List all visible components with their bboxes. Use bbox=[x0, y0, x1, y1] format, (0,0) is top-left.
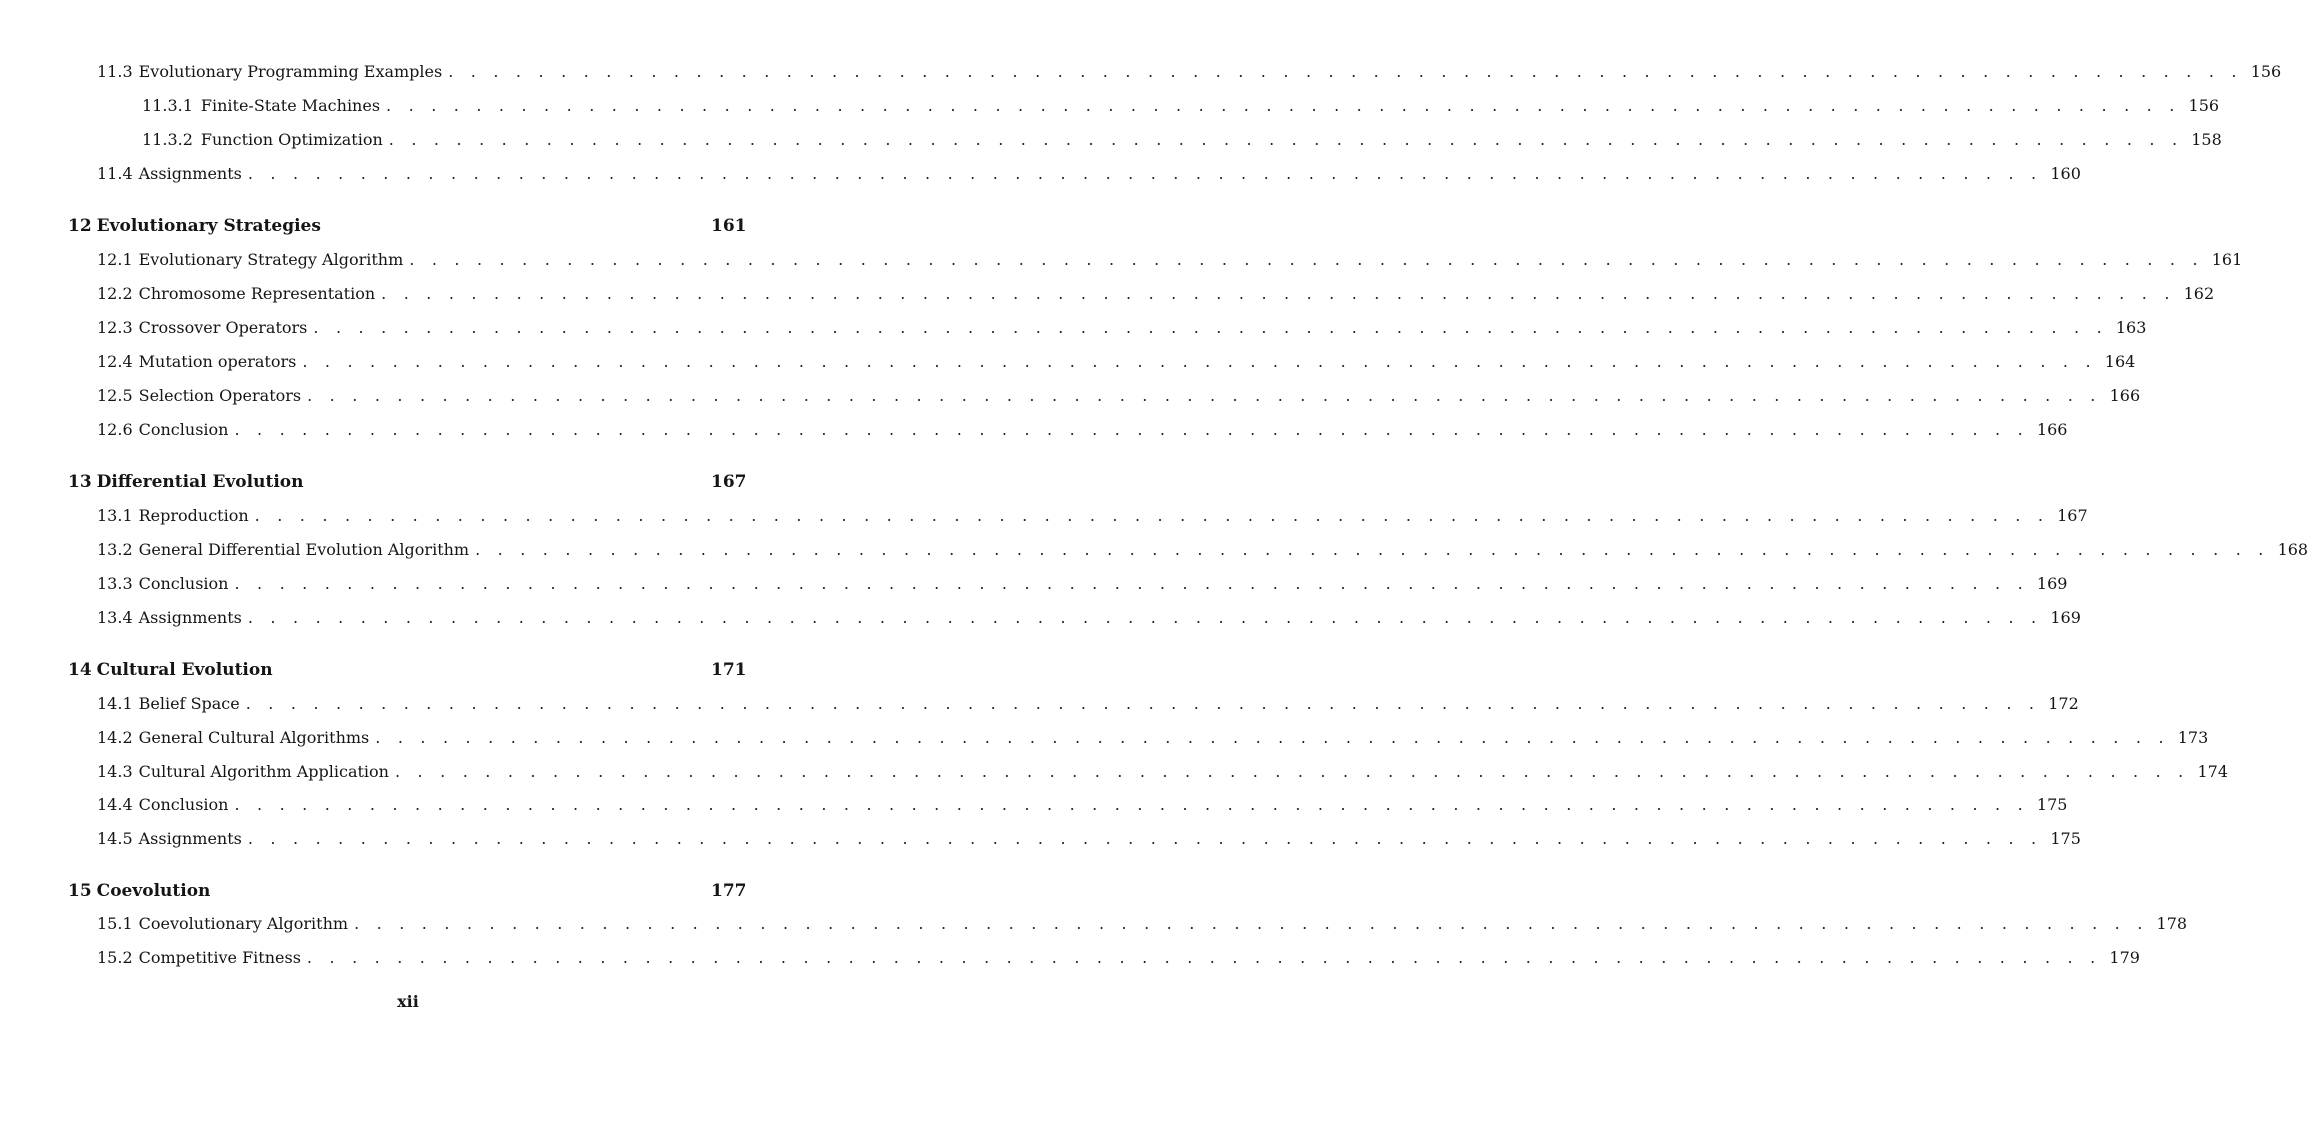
toc-entry-page: 161 bbox=[2211, 250, 2243, 269]
toc-section-entry bbox=[97, 419, 2068, 441]
toc-entry-page: 168 bbox=[2277, 540, 2308, 559]
toc-entry-page: 171 bbox=[711, 660, 747, 680]
toc-entry-title: Finite-State Machines bbox=[200, 96, 381, 115]
toc-entry-title: Belief Space bbox=[138, 694, 240, 713]
toc-section-entry bbox=[97, 727, 2209, 749]
toc-subsection-entry bbox=[142, 95, 2220, 117]
toc-section-entry bbox=[97, 607, 2081, 629]
toc-entry-page: 166 bbox=[2036, 420, 2068, 439]
toc-entry-title: Crossover Operators bbox=[138, 318, 308, 337]
toc-section-entry bbox=[97, 913, 2188, 935]
toc-entry-title: Evolutionary Programming Examples bbox=[138, 62, 443, 81]
toc-entry-number: 15.1 bbox=[97, 914, 133, 933]
toc-entry-number: 13.1 bbox=[97, 506, 133, 525]
toc-section-entry bbox=[97, 794, 2068, 816]
toc-entry-number: 11.3.2 bbox=[142, 130, 193, 149]
toc-entry-number: 11.3.1 bbox=[142, 96, 193, 115]
toc-entry-number: 14 bbox=[68, 660, 92, 680]
toc-entry-number: 13.2 bbox=[97, 540, 133, 559]
toc-entry-title: General Differential Evolution Algorithm bbox=[138, 540, 470, 559]
toc-entry-title: General Cultural Algorithms bbox=[138, 728, 370, 747]
toc-entry-page: 167 bbox=[711, 472, 747, 492]
toc-entry-number: 15 bbox=[68, 881, 92, 901]
toc-section-entry bbox=[97, 693, 2079, 715]
toc-entry-number: 12.6 bbox=[97, 420, 133, 439]
toc-entry-number: 14.1 bbox=[97, 694, 133, 713]
toc-chapter-entry bbox=[68, 659, 745, 681]
toc-entry-page: 162 bbox=[2183, 284, 2215, 303]
toc-entry-number: 11.3 bbox=[97, 62, 133, 81]
toc-entry-number: 12.5 bbox=[97, 386, 133, 405]
toc-subsection-entry bbox=[142, 129, 2222, 151]
toc-section-entry bbox=[97, 317, 2147, 339]
toc-dot-leader: . . . . . . . . . . . . . . . . . . . . . . . . . . . . . . . . . . . . . . . . . . . . . . . . . . . . . . . . . . . . . . . . . . . . . . . . . . . . . . . . bbox=[307, 386, 2102, 405]
toc-entry-page: 173 bbox=[2177, 728, 2209, 747]
toc-entry-page: 158 bbox=[2191, 130, 2222, 149]
toc-section-entry bbox=[97, 761, 2228, 783]
toc-entry-title: Conclusion bbox=[138, 574, 229, 593]
toc-dot-leader: . . . . . . . . . . . . . . . . . . . . . . . . . . . . . . . . . . . . . . . . . . . . . . . . . . . . . . . . . . . . . . . . . . . . . . . . . . . . . . . . bbox=[448, 62, 2243, 81]
toc-entry-page: 166 bbox=[2109, 386, 2141, 405]
toc-dot-leader: . . . . . . . . . . . . . . . . . . . . . . . . . . . . . . . . . . . . . . . . . . . . . . . . . . . . . . . . . . . . . . . . . . . . . . . . . . . . . . . . bbox=[388, 130, 2184, 149]
toc-dot-leader: . . . . . . . . . . . . . . . . . . . . . . . . . . . . . . . . . . . . . . . . . . . . . . . . . . . . . . . . . . . . . . . . . . . . . . . . . . . . . . . . bbox=[254, 506, 2050, 525]
toc-entry-number: 12 bbox=[68, 216, 92, 236]
toc-section-entry bbox=[97, 61, 2282, 83]
toc-entry-number: 12.1 bbox=[97, 250, 133, 269]
toc-section-entry bbox=[97, 539, 2308, 561]
toc-entry-page: 172 bbox=[2048, 694, 2079, 713]
toc-entry-title: Selection Operators bbox=[138, 386, 302, 405]
toc-entry-page: 156 bbox=[2188, 96, 2220, 115]
toc-entry-title: Coevolutionary Algorithm bbox=[138, 914, 349, 933]
toc-entry-title: Cultural Algorithm Application bbox=[138, 762, 389, 781]
toc-entry-number: 11.4 bbox=[97, 164, 133, 183]
toc-entry-page: 178 bbox=[2156, 914, 2188, 933]
toc-dot-leader: . . . . . . . . . . . . . . . . . . . . . . . . . . . . . . . . . . . . . . . . . . . . . . . . . . . . . . . . . . . . . . . . . . . . . . . . . . . . . . . . bbox=[306, 948, 2102, 967]
toc-entry-title: Reproduction bbox=[138, 506, 249, 525]
toc-chapter-entry bbox=[68, 471, 745, 493]
toc-section-entry bbox=[97, 163, 2081, 185]
toc-dot-leader: . . . . . . . . . . . . . . . . . . . . . . . . . . . . . . . . . . . . . . . . . . . . . . . . . . . . . . . . . . . . . . . . . . . . . . . . . . . . . . . . bbox=[381, 284, 2176, 303]
toc-entry-title: Mutation operators bbox=[138, 352, 297, 371]
toc-dot-leader: . . . . . . . . . . . . . . . . . . . . . . . . . . . . . . . . . . . . . . . . . . . . . . . . . . . . . . . . . . . . . . . . . . . . . . . . . . . . . . . . bbox=[234, 420, 2029, 439]
toc-entry-title: Evolutionary Strategy Algorithm bbox=[138, 250, 404, 269]
toc-entry-page: 175 bbox=[2036, 795, 2068, 814]
toc-entry-title: Competitive Fitness bbox=[138, 948, 301, 967]
page-number: xii bbox=[397, 992, 419, 1011]
toc-entry-title: Evolutionary Strategies bbox=[96, 216, 321, 236]
toc-entry-title: Assignments bbox=[138, 608, 242, 627]
toc-entry-title: Differential Evolution bbox=[96, 472, 304, 492]
toc-section-entry bbox=[97, 573, 2068, 595]
toc-entry-title: Conclusion bbox=[138, 420, 229, 439]
toc-dot-leader: . . . . . . . . . . . . . . . . . . . . . . . . . . . . . . . . . . . . . . . . . . . . . . . . . . . . . . . . . . . . . . . . . . . . . . . . . . . . . . . . bbox=[247, 829, 2043, 848]
toc-chapter-entry bbox=[68, 215, 745, 237]
toc-entry-number: 15.2 bbox=[97, 948, 133, 967]
toc-entry-title: Conclusion bbox=[138, 795, 229, 814]
toc-section-entry bbox=[97, 351, 2136, 373]
toc-section-entry bbox=[97, 828, 2081, 850]
toc-dot-leader: . . . . . . . . . . . . . . . . . . . . . . . . . . . . . . . . . . . . . . . . . . . . . . . . . . . . . . . . . . . . . . . . . . . . . . . . . . . . . . . . bbox=[394, 762, 2190, 781]
toc-entry-number: 12.2 bbox=[97, 284, 133, 303]
toc-entry-page: 167 bbox=[2057, 506, 2088, 525]
toc-section-entry bbox=[97, 385, 2141, 407]
toc-entry-page: 169 bbox=[2050, 608, 2081, 627]
toc-entry-title: Assignments bbox=[138, 164, 242, 183]
toc-entry-title: Assignments bbox=[138, 829, 242, 848]
toc-entry-page: 177 bbox=[711, 881, 747, 901]
toc-section-entry bbox=[97, 505, 2088, 527]
toc-entry-page: 164 bbox=[2104, 352, 2136, 371]
toc-entry-title: Coevolution bbox=[96, 881, 211, 901]
toc-entry-title: Chromosome Representation bbox=[138, 284, 376, 303]
toc-dot-leader: . . . . . . . . . . . . . . . . . . . . . . . . . . . . . . . . . . . . . . . . . . . . . . . . . . . . . . . . . . . . . . . . . . . . . . . . . . . . . . . . bbox=[375, 728, 2170, 747]
toc-entry-title: Function Optimization bbox=[200, 130, 383, 149]
toc-entry-page: 161 bbox=[711, 216, 747, 236]
toc-entry-number: 14.4 bbox=[97, 795, 133, 814]
toc-chapter-entry bbox=[68, 880, 745, 902]
toc-dot-leader: . . . . . . . . . . . . . . . . . . . . . . . . . . . . . . . . . . . . . . . . . . . . . . . . . . . . . . . . . . . . . . . . . . . . . . . . . . . . . . . . bbox=[354, 914, 2149, 933]
toc-dot-leader: . . . . . . . . . . . . . . . . . . . . . . . . . . . . . . . . . . . . . . . . . . . . . . . . . . . . . . . . . . . . . . . . . . . . . . . . . . . . . . . . bbox=[313, 318, 2108, 337]
toc-entry-page: 175 bbox=[2050, 829, 2081, 848]
toc-entry-title: Cultural Evolution bbox=[96, 660, 273, 680]
toc-entry-page: 156 bbox=[2250, 62, 2282, 81]
toc-dot-leader: . . . . . . . . . . . . . . . . . . . . . . . . . . . . . . . . . . . . . . . . . . . . . . . . . . . . . . . . . . . . . . . . . . . . . . . . . . . . . . . . bbox=[245, 694, 2041, 713]
toc-dot-leader: . . . . . . . . . . . . . . . . . . . . . . . . . . . . . . . . . . . . . . . . . . . . . . . . . . . . . . . . . . . . . . . . . . . . . . . . . . . . . . . . bbox=[247, 608, 2043, 627]
toc-dot-leader: . . . . . . . . . . . . . . . . . . . . . . . . . . . . . . . . . . . . . . . . . . . . . . . . . . . . . . . . . . . . . . . . . . . . . . . . . . . . . . . . bbox=[247, 164, 2043, 183]
toc-dot-leader: . . . . . . . . . . . . . . . . . . . . . . . . . . . . . . . . . . . . . . . . . . . . . . . . . . . . . . . . . . . . . . . . . . . . . . . . . . . . . . . . bbox=[302, 352, 2097, 371]
toc-dot-leader: . . . . . . . . . . . . . . . . . . . . . . . . . . . . . . . . . . . . . . . . . . . . . . . . . . . . . . . . . . . . . . . . . . . . . . . . . . . . . . . . bbox=[386, 96, 2181, 115]
toc-section-entry bbox=[97, 283, 2215, 305]
toc-entry-number: 13 bbox=[68, 472, 92, 492]
toc-entry-page: 179 bbox=[2109, 948, 2140, 967]
toc-section-entry bbox=[97, 249, 2243, 271]
toc-section-entry bbox=[97, 947, 2140, 969]
toc-entry-page: 160 bbox=[2050, 164, 2081, 183]
toc-entry-page: 174 bbox=[2197, 762, 2228, 781]
toc-entry-number: 12.4 bbox=[97, 352, 133, 371]
toc-entry-number: 13.3 bbox=[97, 574, 133, 593]
toc-entry-page: 169 bbox=[2036, 574, 2068, 593]
toc-entry-number: 14.2 bbox=[97, 728, 133, 747]
toc-dot-leader: . . . . . . . . . . . . . . . . . . . . . . . . . . . . . . . . . . . . . . . . . . . . . . . . . . . . . . . . . . . . . . . . . . . . . . . . . . . . . . . . bbox=[409, 250, 2204, 269]
toc-entry-page: 163 bbox=[2115, 318, 2147, 337]
toc-entry-number: 14.3 bbox=[97, 762, 133, 781]
toc-entry-number: 13.4 bbox=[97, 608, 133, 627]
toc-dot-leader: . . . . . . . . . . . . . . . . . . . . . . . . . . . . . . . . . . . . . . . . . . . . . . . . . . . . . . . . . . . . . . . . . . . . . . . . . . . . . . . . bbox=[234, 574, 2029, 593]
toc-entry-number: 12.3 bbox=[97, 318, 133, 337]
toc-entry-number: 14.5 bbox=[97, 829, 133, 848]
toc-dot-leader: . . . . . . . . . . . . . . . . . . . . . . . . . . . . . . . . . . . . . . . . . . . . . . . . . . . . . . . . . . . . . . . . . . . . . . . . . . . . . . . . bbox=[234, 795, 2029, 814]
toc-dot-leader: . . . . . . . . . . . . . . . . . . . . . . . . . . . . . . . . . . . . . . . . . . . . . . . . . . . . . . . . . . . . . . . . . . . . . . . . . . . . . . . . bbox=[475, 540, 2270, 559]
